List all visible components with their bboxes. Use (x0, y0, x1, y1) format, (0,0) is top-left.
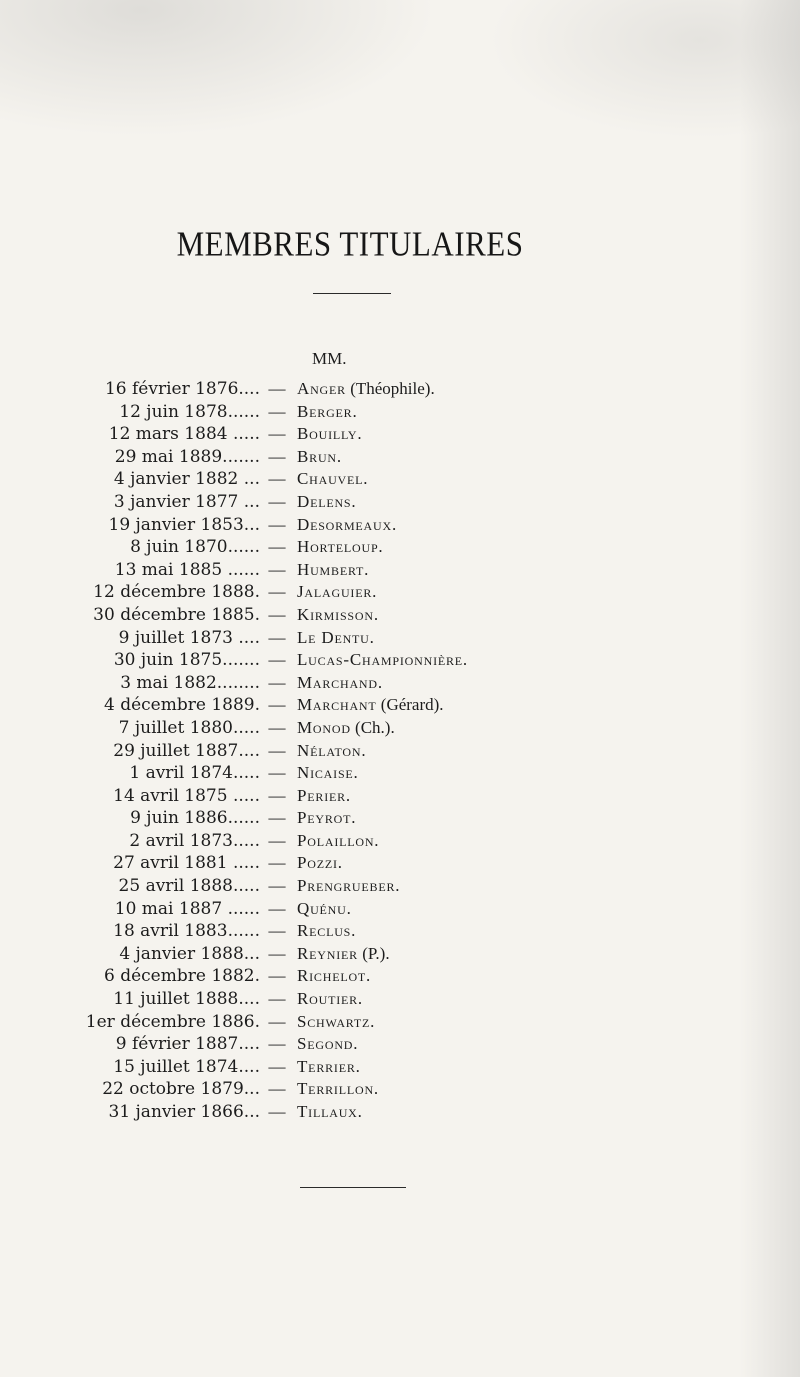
member-dash: — (268, 1034, 286, 1054)
member-row (0, 672, 800, 695)
member-name (297, 875, 400, 897)
member-date: 2 avril 1873..... (129, 830, 260, 851)
member-row (0, 830, 800, 853)
member-date: 9 février 1887.... (115, 1034, 260, 1055)
page-title: MEMBRES TITULAIRES (176, 224, 524, 264)
member-date: 4 janvier 1888... (119, 943, 260, 964)
member-date: 6 décembre 1882. (103, 966, 260, 987)
member-given-name: (Gérard). (376, 695, 444, 715)
member-dash: — (268, 876, 286, 896)
member-surname: Marchand. (297, 672, 383, 692)
member-row (0, 807, 800, 830)
member-date: 15 juillet 1874.... (113, 1056, 260, 1077)
member-dash: — (268, 582, 286, 602)
member-surname: Humbert. (297, 559, 370, 579)
end-divider (300, 1187, 406, 1188)
member-name (297, 1011, 375, 1033)
member-row (0, 920, 800, 943)
member-surname: Kirmisson. (297, 604, 379, 624)
member-name (297, 423, 362, 445)
member-dash: — (268, 1056, 286, 1076)
member-name (297, 378, 435, 400)
member-row (0, 627, 800, 650)
member-dash: — (268, 717, 286, 737)
member-row (0, 559, 800, 582)
member-date: 7 juillet 1880..... (118, 717, 260, 738)
member-dash: — (268, 989, 286, 1009)
member-surname: Le Dentu. (297, 627, 375, 647)
member-surname: Peyrot. (297, 808, 357, 828)
member-surname: Anger (297, 379, 346, 398)
member-date: 30 juin 1875....... (113, 650, 260, 671)
member-dash: — (268, 559, 286, 579)
member-list (0, 378, 800, 1124)
member-row (0, 785, 800, 808)
member-row (0, 988, 800, 1011)
member-name (297, 604, 379, 626)
member-dash: — (268, 808, 286, 828)
member-date: 9 juin 1886...... (130, 808, 260, 829)
member-dash: — (268, 424, 286, 444)
member-dash: — (268, 1079, 286, 1099)
member-date: 30 décembre 1885. (93, 604, 260, 625)
member-name (297, 852, 343, 874)
member-surname: Lucas-Championnière. (297, 650, 468, 670)
member-name (297, 988, 363, 1010)
member-name (297, 965, 371, 987)
member-name (297, 943, 390, 965)
member-surname: Polaillon. (297, 830, 380, 850)
member-dash: — (268, 672, 286, 692)
member-surname: Segond. (297, 1034, 359, 1054)
member-date: 11 juillet 1888.... (113, 989, 260, 1010)
member-row (0, 875, 800, 898)
member-surname: Monod (297, 717, 351, 737)
member-date: 18 avril 1883...... (113, 921, 260, 942)
member-surname: Reclus. (297, 921, 357, 941)
member-dash: — (268, 604, 286, 624)
member-dash: — (268, 966, 286, 986)
member-name (297, 672, 383, 694)
member-row (0, 740, 800, 763)
member-surname: Terrillon. (297, 1079, 379, 1099)
member-surname: Horteloup. (297, 537, 384, 557)
member-name (297, 627, 375, 649)
member-row (0, 649, 800, 672)
member-name (297, 830, 379, 852)
member-dash: — (268, 1102, 286, 1121)
member-dash: — (268, 537, 286, 557)
member-date: 27 avril 1881 ..... (113, 853, 260, 874)
member-row (0, 378, 800, 401)
member-dash: — (268, 830, 286, 850)
member-name (297, 807, 356, 829)
member-dash: — (268, 1011, 286, 1031)
member-surname: Bouilly. (297, 424, 363, 444)
member-row (0, 581, 800, 604)
member-name (297, 649, 468, 671)
member-name (297, 740, 366, 762)
title-divider (313, 293, 391, 294)
member-row (0, 694, 800, 717)
member-surname: Desormeaux. (297, 514, 397, 534)
member-dash: — (268, 943, 286, 963)
member-date: 3 janvier 1877 ... (113, 491, 260, 512)
member-given-name: (Théophile). (345, 379, 435, 398)
member-surname: Pozzi. (297, 853, 343, 873)
member-row (0, 604, 800, 627)
member-date: 4 décembre 1889. (103, 695, 260, 716)
member-dash: — (268, 853, 286, 873)
member-date: 14 avril 1875 ..... (113, 785, 260, 806)
member-date: 22 octobre 1879... (102, 1079, 260, 1100)
member-surname: Terrier. (297, 1056, 361, 1076)
member-row (0, 1101, 800, 1124)
member-row (0, 898, 800, 921)
member-name (297, 468, 368, 490)
member-row (0, 468, 800, 491)
member-dash: — (268, 898, 286, 918)
member-surname: Nélaton. (297, 740, 367, 760)
member-row (0, 1011, 800, 1034)
member-date: 12 juin 1878...... (119, 401, 260, 422)
member-row (0, 446, 800, 469)
member-row (0, 1033, 800, 1056)
member-surname: Jalaguier. (297, 582, 378, 602)
member-date: 31 janvier 1866... (108, 1102, 260, 1122)
member-date: 16 février 1876.... (104, 379, 260, 399)
member-dash: — (268, 785, 286, 805)
member-date: 12 décembre 1888. (93, 582, 260, 603)
member-surname: Tillaux. (297, 1102, 363, 1121)
member-name (297, 717, 395, 739)
member-date: 29 juillet 1887.... (113, 740, 260, 761)
member-date: 4 janvier 1882 ... (113, 469, 260, 490)
member-date: 10 mai 1887 ...... (114, 898, 260, 919)
member-date: 19 janvier 1853... (108, 514, 260, 535)
member-row (0, 943, 800, 966)
member-surname: Reynier (297, 943, 358, 963)
member-date: 8 juin 1870...... (130, 537, 260, 558)
member-name (297, 581, 377, 603)
member-row (0, 1056, 800, 1079)
member-dash: — (268, 627, 286, 647)
member-surname: Delens. (297, 491, 357, 511)
member-name (297, 1101, 363, 1123)
member-dash: — (268, 469, 286, 489)
member-surname: Marchant (297, 695, 377, 715)
member-surname: Schwartz. (297, 1011, 376, 1031)
member-date: 9 juillet 1873 .... (118, 627, 260, 648)
member-row (0, 536, 800, 559)
member-row (0, 491, 800, 514)
member-dash: — (268, 401, 286, 421)
member-dash: — (268, 491, 286, 511)
member-surname: Chauvel. (297, 469, 369, 489)
member-surname: Nicaise. (297, 763, 359, 783)
member-dash: — (268, 514, 286, 534)
member-name (297, 401, 358, 423)
member-date: 12 mars 1884 ..... (108, 424, 260, 445)
member-surname: Brun. (297, 446, 342, 466)
member-name (297, 920, 356, 942)
member-name (297, 536, 383, 558)
member-name (297, 785, 351, 807)
member-name (297, 514, 397, 536)
member-row (0, 965, 800, 988)
member-given-name: (Ch.). (350, 717, 395, 737)
member-row (0, 762, 800, 785)
member-surname: Quénu. (297, 898, 352, 918)
member-date: 3 mai 1882........ (120, 672, 260, 693)
member-dash: — (268, 695, 286, 715)
member-date: 1er décembre 1886. (85, 1011, 260, 1032)
member-name (297, 898, 352, 920)
member-dash: — (268, 446, 286, 466)
member-date: 13 mai 1885 ...... (114, 559, 260, 580)
member-given-name: (P.). (357, 943, 390, 963)
member-row (0, 1078, 800, 1101)
member-row (0, 717, 800, 740)
member-row (0, 401, 800, 424)
member-dash: — (268, 921, 286, 941)
member-surname: Richelot. (297, 966, 372, 986)
member-date: 25 avril 1888..... (118, 876, 260, 897)
member-name (297, 446, 342, 468)
member-dash: — (268, 763, 286, 783)
salutation: MM. (312, 349, 347, 368)
member-row (0, 514, 800, 537)
member-name (297, 1056, 361, 1078)
member-surname: Perier. (297, 785, 351, 805)
member-name (297, 559, 369, 581)
member-surname: Prengrueber. (297, 876, 401, 896)
member-date: 1 avril 1874..... (129, 763, 260, 784)
member-name (297, 762, 359, 784)
member-dash: — (268, 650, 286, 670)
member-date: 29 mai 1889....... (114, 446, 260, 467)
member-name (297, 1033, 358, 1055)
member-dash: — (268, 379, 286, 398)
member-name (297, 694, 444, 716)
member-surname: Berger. (297, 401, 358, 421)
member-name (297, 491, 356, 513)
member-row (0, 423, 800, 446)
member-name (297, 1078, 379, 1100)
member-dash: — (268, 740, 286, 760)
member-surname: Routier. (297, 989, 363, 1009)
member-row (0, 852, 800, 875)
